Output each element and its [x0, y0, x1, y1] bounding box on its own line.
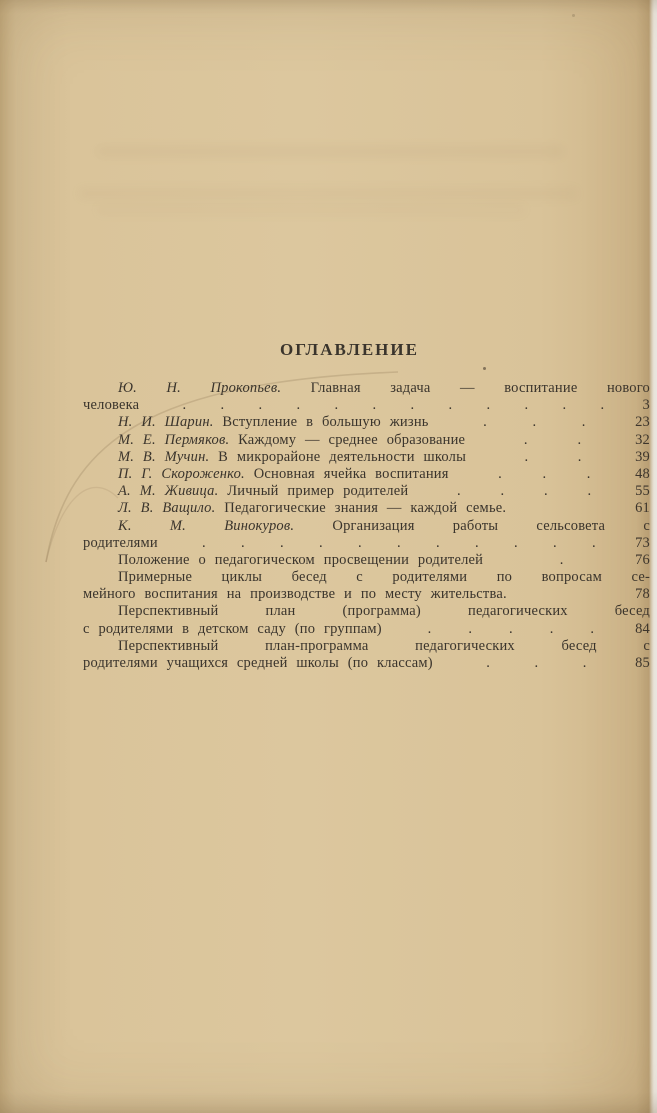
dot-leader: [438, 414, 631, 431]
leader-dot: .: [524, 448, 529, 465]
entry-title: родителями: [83, 534, 158, 551]
leader-dot: .: [542, 465, 547, 482]
leader-dot: .: [587, 483, 592, 500]
author-name: Ю. Н. Прокопьев.: [118, 380, 282, 396]
leader-dot: .: [523, 431, 528, 448]
leader-dot: .: [202, 534, 206, 551]
page-number: 85: [635, 655, 650, 671]
page-number: 3: [642, 397, 650, 414]
leader-dot: .: [182, 397, 187, 414]
entry-text: [83, 397, 139, 414]
leader-dot: .: [457, 483, 461, 500]
page-number: 76: [635, 551, 650, 568]
toc-line: [83, 586, 650, 603]
entry-text: [118, 466, 449, 483]
entry-text: [83, 586, 507, 603]
leader-dot: .: [549, 620, 554, 637]
leader-dot: .: [562, 397, 567, 414]
entry-text: [118, 552, 483, 569]
leader-dot: .: [553, 534, 557, 551]
page-number: 78: [635, 586, 650, 603]
leader-dot: .: [590, 620, 595, 637]
leader-dot: .: [500, 483, 505, 500]
entry-text: [118, 432, 465, 449]
dot-leader: [474, 432, 631, 449]
leader-dot: .: [483, 414, 487, 431]
entry-title: В микрорайоне деятельности школы: [218, 448, 467, 465]
toc-line: [83, 518, 650, 535]
entry-text: [83, 535, 158, 552]
leader-dot: .: [586, 465, 591, 482]
author-name: К. М. Винокуров.: [118, 517, 295, 534]
page-number: 32: [635, 431, 650, 448]
leader-dot: .: [475, 534, 479, 551]
entry-title: Положение о педагогическом просвещении родителей: [118, 551, 484, 568]
leader-dot: .: [559, 551, 564, 568]
entry-title: Вступление в большую жизнь: [222, 414, 429, 431]
leader-dot: .: [296, 397, 301, 414]
page-number: 39: [635, 448, 650, 465]
leader-dot: .: [581, 414, 586, 431]
author-name: Н. И. Шарин.: [118, 414, 214, 431]
entry-title: родителями учащихся средней школы (по классам): [83, 655, 433, 671]
toc-line: [83, 552, 650, 569]
entry-title: Организация работы сельсовета с: [332, 517, 650, 534]
bleed-through-text-band: [78, 188, 578, 199]
toc-line: [83, 449, 650, 466]
page-number: 23: [635, 414, 650, 431]
leader-dot: .: [509, 620, 513, 637]
toc-line: [83, 655, 650, 672]
toc-line: [83, 535, 650, 552]
entry-title: Главная задача — воспитание нового: [310, 380, 650, 396]
leader-dot: .: [334, 397, 339, 414]
leader-dot: .: [397, 534, 401, 551]
toc-line: [83, 466, 650, 483]
entry-title: Перспективный план (программа) педагогических бесед: [118, 603, 650, 620]
leader-dot: .: [486, 397, 491, 414]
leader-dot: .: [577, 448, 582, 465]
leader-dot: .: [514, 534, 518, 551]
page-title: ОГЛАВЛЕНИЕ: [280, 340, 419, 359]
leader-dot: .: [448, 397, 453, 414]
leader-dot: .: [544, 483, 548, 500]
leader-dot: .: [524, 397, 529, 414]
dot-leader: [492, 552, 631, 569]
dot-leader: [442, 655, 631, 672]
entry-title: Примерные циклы бесед с родителями по вопросам се-: [118, 569, 650, 586]
entry-title: Личный пример родителей: [227, 483, 409, 500]
entry-text: [118, 483, 408, 500]
page-number: 48: [635, 465, 650, 482]
entry-text: [118, 500, 506, 517]
leader-dot: .: [468, 620, 473, 637]
toc-line: [83, 432, 650, 449]
entry-title: мейного воспитания на производстве и по месту жительства.: [83, 586, 507, 603]
leader-dot: .: [436, 534, 440, 551]
dot-leader: [458, 466, 631, 483]
entry-title: Каждому — среднее образование: [238, 431, 466, 448]
toc-line: [83, 500, 650, 517]
leader-dot: .: [498, 465, 502, 482]
entry-text: [118, 414, 429, 431]
bleed-through-text-band: [96, 205, 526, 215]
leader-dot: .: [592, 534, 596, 551]
leader-dot: .: [319, 534, 323, 551]
toc-line: [83, 414, 650, 431]
entry-title: человека: [83, 397, 140, 414]
author-name: М. Е. Пермяков.: [118, 431, 230, 448]
leader-dot: .: [372, 397, 377, 414]
author-name: А. М. Живица.: [118, 483, 219, 500]
leader-dot: .: [358, 534, 362, 551]
bleed-through-text-band: [96, 146, 564, 157]
dot-leader: [167, 535, 631, 552]
toc-line: [83, 483, 650, 500]
entry-text: [118, 449, 466, 466]
page-number: 55: [635, 483, 650, 500]
ink-speck: [572, 14, 575, 17]
toc-line: [83, 397, 650, 414]
leader-dot: .: [410, 397, 415, 414]
page-number: 84: [635, 620, 650, 637]
toc-line: [83, 638, 650, 655]
leader-dot: .: [600, 397, 605, 414]
leader-dot: .: [258, 397, 263, 414]
leader-dot: .: [577, 431, 582, 448]
entry-text: [83, 621, 382, 638]
entry-title: Педагогические знания — каждой семье.: [224, 500, 507, 517]
entry-title: Основная ячейка воспитания: [253, 465, 449, 482]
dot-leader: [417, 483, 631, 500]
entry-text: [83, 655, 433, 672]
page-number: 61: [635, 500, 650, 517]
leader-dot: .: [486, 655, 491, 671]
toc-lines: [83, 380, 650, 672]
author-name: Л. В. Ващило.: [118, 500, 216, 517]
dot-leader: [391, 621, 631, 638]
leader-dot: .: [241, 534, 245, 551]
toc-line: [83, 603, 650, 620]
leader-dot: .: [534, 655, 539, 671]
leader-dot: .: [220, 397, 225, 414]
toc-line: [83, 621, 650, 638]
entry-title: с родителями в детском саду (по группам): [83, 620, 382, 637]
dot-leader: [148, 397, 638, 414]
toc-line: [83, 569, 650, 586]
leader-dot: .: [427, 620, 432, 637]
author-name: М. В. Мучин.: [118, 448, 210, 465]
author-name: П. Г. Скороженко.: [118, 465, 245, 482]
entry-title: Перспективный план-программа педагогических бесед с: [118, 637, 650, 654]
page-number: 73: [635, 534, 650, 551]
leader-dot: .: [532, 414, 537, 431]
dot-leader: [475, 449, 631, 466]
leader-dot: .: [280, 534, 284, 551]
toc-content: [83, 341, 650, 672]
toc-line: [83, 380, 650, 397]
leader-dot: .: [582, 655, 587, 671]
